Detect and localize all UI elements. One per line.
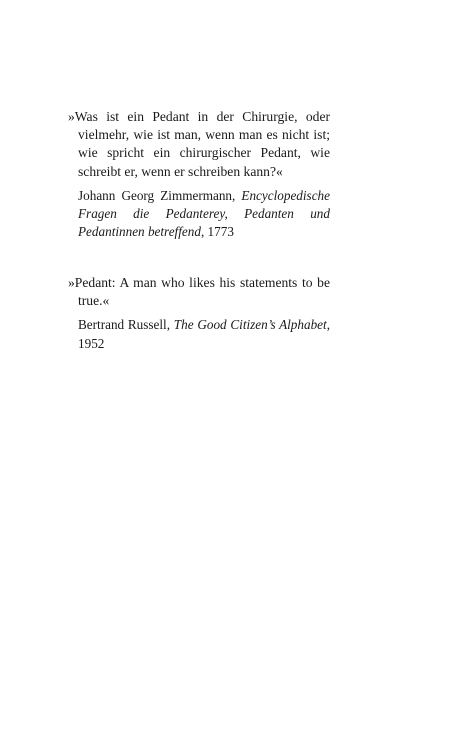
attribution-author: Johann Georg Zimmermann, <box>78 187 236 203</box>
attribution-year: , 1952 <box>78 317 331 351</box>
attribution-work-title: Encyclopedische Fragen die Pedanterey, Pedanten und Pedantinnen betreffend <box>78 187 330 240</box>
attribution-work-title: The Good Citizen’s Alphabet <box>173 317 327 333</box>
epigraph-russell <box>68 274 330 353</box>
epigraph-quote: »Was ist ein Pedant in der Chirurgie, oder vielmehr, wie ist man, wenn man es nicht ist; wie spricht ein chirurgischer Pedant, wie schreibt er, wenn er schreiben kann?« <box>68 109 330 179</box>
attribution-author: Bertrand Russell, <box>78 317 171 333</box>
epigraph-zimmermann <box>68 108 330 241</box>
attribution-year: , 1773 <box>200 224 234 240</box>
epigraph-quote: »Pedant: A man who likes his statements to be true.« <box>68 275 330 309</box>
epigraph-attribution <box>78 187 330 242</box>
epigraph-attribution <box>78 316 330 352</box>
